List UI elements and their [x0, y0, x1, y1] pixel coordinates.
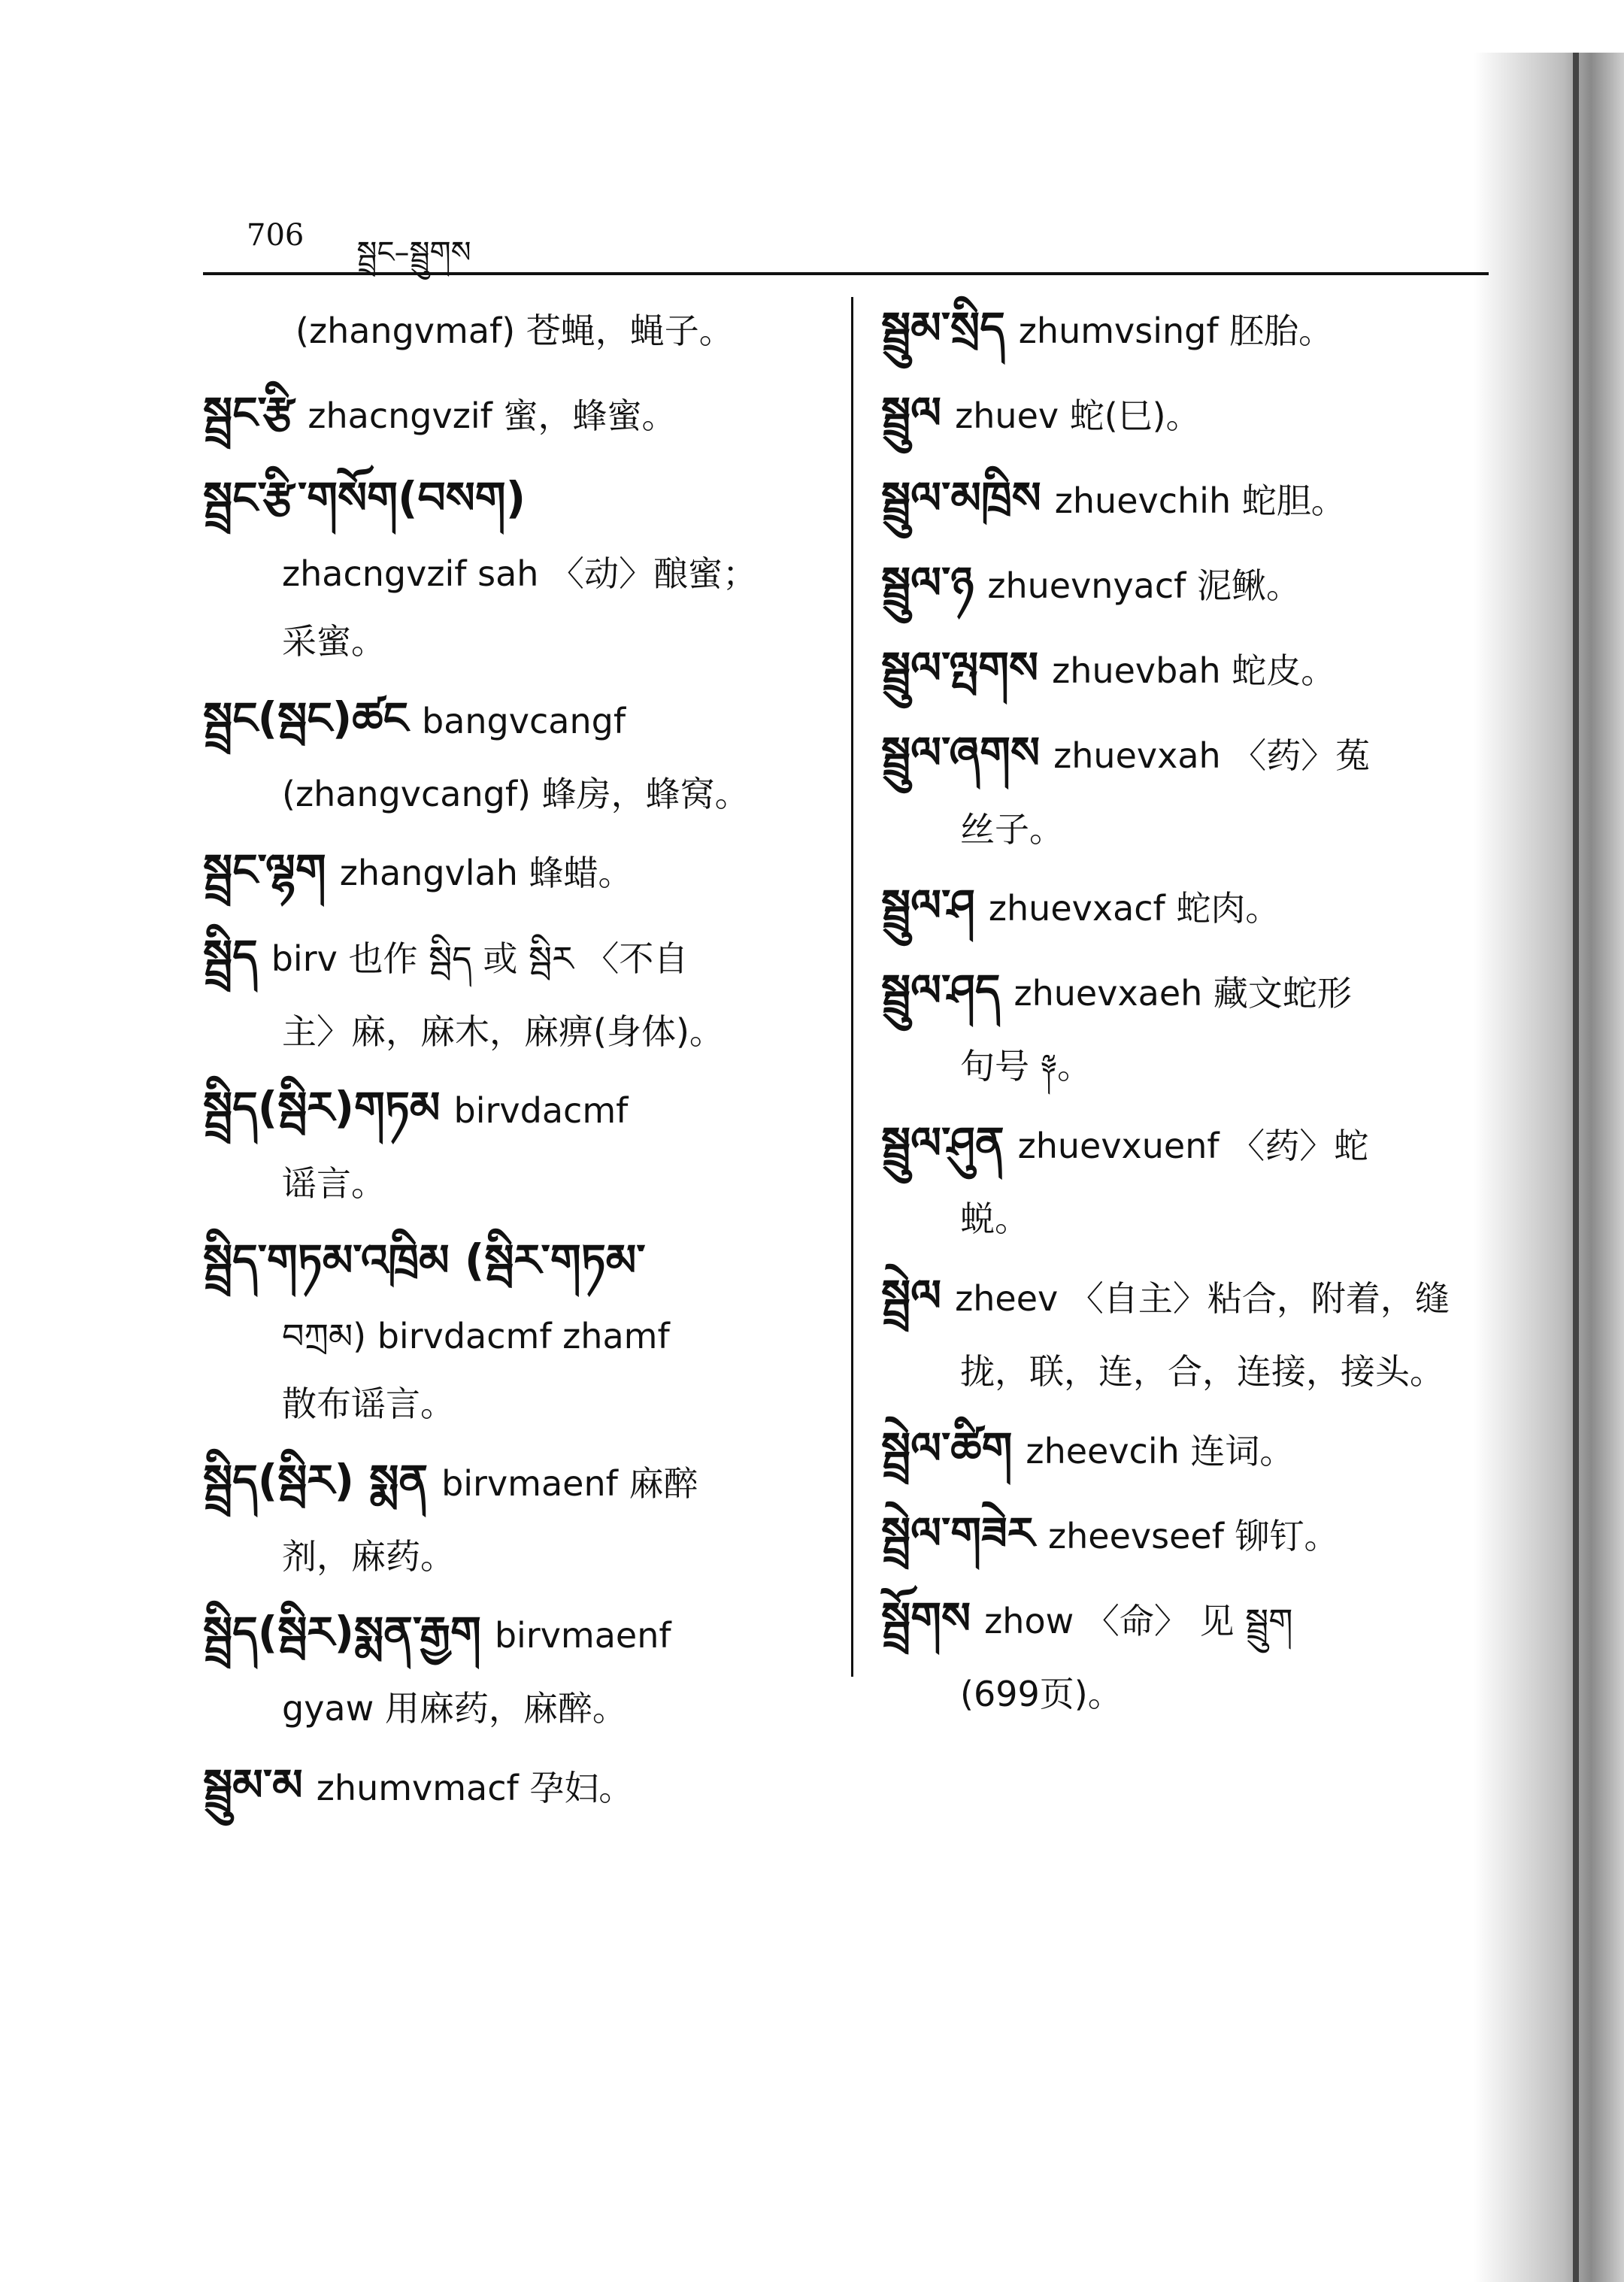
dictionary-entry: སྦྲིད(སྦིར)གཏམ birvdacmf 谣言。: [203, 1082, 629, 1205]
dictionary-entry: སྦྲུམ་སྲིད zhumvsingf 胚胎。: [881, 302, 1334, 353]
dictionary-entry: སྦྲུལ་ཞགས zhuevxah 〈药〉菟 丝子。: [881, 727, 1371, 850]
running-head: སྦྲང–སྦྲུགས: [356, 235, 471, 270]
column-divider: [851, 297, 853, 1677]
dictionary-entry: སྦྲང་ལྷག zhangvlah 蜂蜡。: [203, 844, 633, 896]
dictionary-entry: སྦྲིད(སྦིར)སྨན་རྒྱག birvmaenf gyaw 用麻药，麻醉。: [203, 1607, 671, 1729]
dictionary-entry: སྦྲུལ་ཤད zhuevxaeh 藏文蛇形 句号 ༈。: [881, 965, 1352, 1087]
dictionary-entry: སྦྲིད birv 也作 སྦིད 或 སྦིར 〈不自 主〉麻，麻木，麻痹(身体)。: [203, 929, 724, 1052]
dictionary-entry: (zhangvmaf) 苍蝇，蝇子。: [295, 311, 734, 351]
dictionary-entry: སྦྲང་རྩི་གསོག(བསག) zhacngvzif sah 〈动〉酿蜜； 采蜜。: [203, 472, 758, 662]
page-number: 706: [247, 218, 304, 253]
page-edge-line: [1573, 53, 1579, 2282]
dictionary-entry: སྦྲིད་གཏམ་འཁྲིམ (སྦིར་གཏམ་ བཀྲམ) birvdacmf zhamf 散布谣言。: [203, 1235, 670, 1424]
dictionary-entry: སྦྲུལ zhuev 蛇(巳)。: [881, 387, 1201, 439]
dictionary-entry: སྦྲེལ་ཚིག zheevcih 连词。: [881, 1422, 1295, 1474]
dictionary-entry: སྦྲུམ་མ zhumvmacf 孕妇。: [203, 1759, 634, 1811]
dictionary-entry: སྦྲེལ zheev 〈自主〉粘合，附着，缝 拢，联，连，合，连接，接头。: [881, 1269, 1450, 1392]
dictionary-entry: སྦྲེལ་གཟེར zheevseef 铆钉。: [881, 1507, 1339, 1559]
dictionary-entry: སྦྲུལ་ཉ zhuevnyacf 泥鳅。: [881, 557, 1301, 609]
dictionary-entry: སྦྲུལ་ལྤགས zhuevbah 蛇皮。: [881, 642, 1336, 694]
left-column: [203, 286, 827, 1828]
dictionary-entry: སྦྲུལ་མཁྲིས zhuevchih 蛇胆。: [881, 472, 1346, 524]
header-rule: [203, 272, 1489, 275]
dictionary-entry: སྦྲུལ་ཤ zhuevxacf 蛇肉。: [881, 880, 1280, 932]
dictionary-entry: སྦྲོགས zhow 〈命〉 见 སྦྲུག (699页)。: [881, 1592, 1293, 1714]
dictionary-entry: སྦྲིད(སྦིར) སྨན birvmaenf 麻醉 剂，麻药。: [203, 1454, 698, 1577]
dictionary-entry: སྦྲང(སྦང)ཚང bangvcangf (zhangvcangf) 蜂房，蜂窝。: [203, 692, 750, 814]
dictionary-entry: སྦྲང་རྩི zhacngvzif 蜜，蜂蜜。: [203, 387, 677, 439]
dictionary-entry: སྦྲུལ་ཤུན zhuevxuenf 〈药〉蛇 蜕。: [881, 1117, 1369, 1240]
right-column: [881, 286, 1498, 1729]
